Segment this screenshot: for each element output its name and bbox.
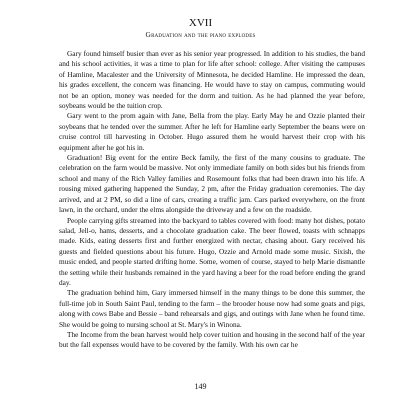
paragraph: People carrying gifts streamed into the backyard to tables covered with food: many hot dishes, potato salad, Jell-o, hams, desserts, and a chocolate graduation cake. The beer flowed, toasts with schnapps made. Kids, eating desserts first and further energized with nectar, chasing about. Gary received his guests and fielded questions about his future. Hugo, Ozzie and Arnold made some music. Sixish, the music ended, and people started drifting home. Some, women of course, stayed to help Marie dismantle the setting while their husbands remained in the yard having a beer for the road before ending the grand day. [59, 215, 365, 287]
body-text [59, 49, 365, 351]
paragraph: Gary went to the prom again with Jane, Bella from the play. Early May he and Ozzie planted their soybeans that he tended over the summer. After he left for Hamline early September the beans were on cruise control till harvesting in October. Hugo assured them he would harvest their crop with his equipment after he got his in. [59, 111, 365, 152]
paragraph: Gary found himself busier than ever as his senior year progressed. In addition to his studies, the band and his school activities, it was a time to plan for life after school: college. After visiting the campuses of Hamline, Macalester and the University of Minnesota, he decided Hamline. He impressed the dean, his grades excellent, the concern was financing. He would have to stay on campus, commuting would not be an option, money was needed for the dorm and tuition. As he had planned the year before, soybeans would be the tuition crop. [59, 49, 365, 111]
chapter-number: XVII [188, 17, 213, 29]
page-number: 149 [194, 382, 207, 391]
paragraph: The Income from the bean harvest would help cover tuition and housing in the second half of the year but the fall expenses would have to be covered by the family. With his own car he [59, 329, 365, 350]
paragraph: The graduation behind him, Gary immersed himself in the many things to be done this summer, the full-time job in South Saint Paul, tending to the farm – the brooder house now had some goats and pigs, along with cows Babe and Bessie – band rehearsals and gigs, and outings with Jane when he found time. She would be going to nursing school at St. Mary's in Winona. [59, 288, 365, 329]
paragraph: Graduation! Big event for the entire Beck family, the first of the many cousins to graduate. The celebration on the farm would be massive. Not only immediate family on both sides but his friends from school and many of the Rich Valley families and Rosemount folks that had been drawn into his life. A rousing mixed gathering happened the Sunday, 2 pm, after the Friday graduation ceremonies. The day arrived, and at 2 PM, so did a line of cars, creating a traffic jam. Cars parked everywhere, on the front lawn, in the orchard, under the elms alongside the driveway and a few on the roadside. [59, 153, 365, 215]
chapter-title: Graduation and the piano explodes [145, 30, 256, 39]
